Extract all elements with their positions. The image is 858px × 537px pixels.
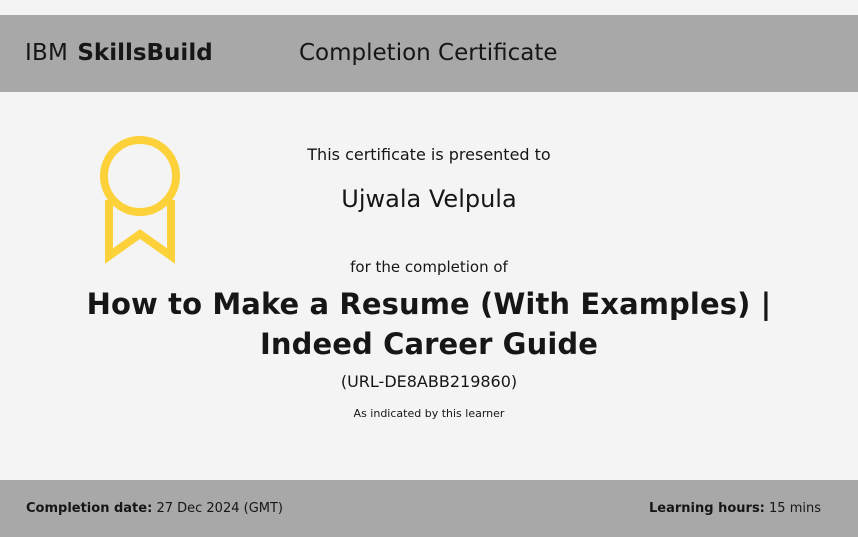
completion-date-label: Completion date: [26,501,153,516]
completion-date-value: 27 Dec 2024 (GMT) [156,501,283,516]
completion-date [26,500,283,518]
indicated-text: As indicated by this learner [353,407,505,420]
brand-skillsbuild: SkillsBuild [77,40,213,66]
certificate-footer [0,480,858,537]
learning-hours-label: Learning hours: [649,501,765,516]
learning-hours-value: 15 mins [769,501,821,516]
certificate-header [0,15,858,92]
course-title [0,284,858,364]
course-id: (URL-DE8ABB219860) [340,372,518,391]
completion-text: for the completion of [350,258,508,276]
brand-ibm: IBM [25,40,69,66]
learning-hours [649,500,821,518]
presented-text: This certificate is presented to [307,145,551,164]
course-title-line1: How to Make a Resume (With Examples) | [86,287,772,321]
brand-logo [25,39,213,67]
header-title: Completion Certificate [299,40,558,66]
recipient-name: Ujwala Velpula [341,185,517,213]
course-title-line2: Indeed Career Guide [260,327,598,361]
